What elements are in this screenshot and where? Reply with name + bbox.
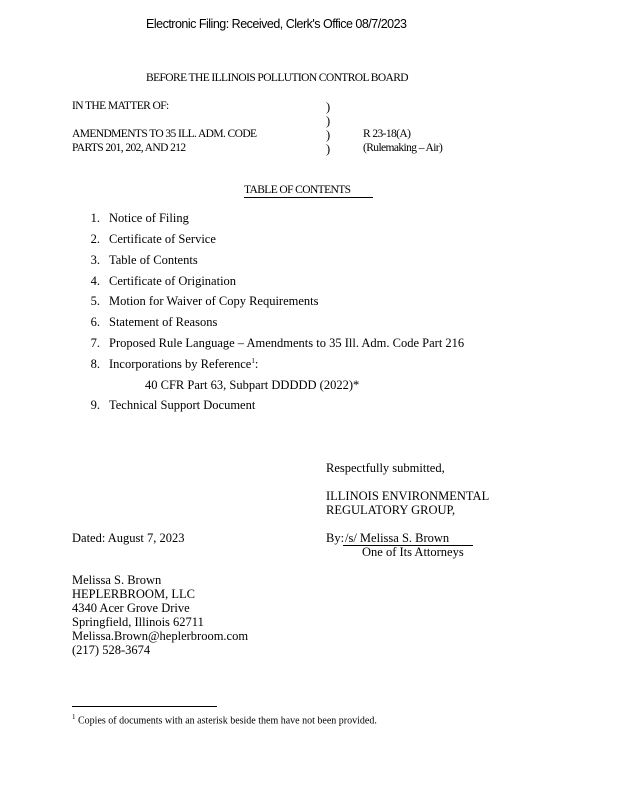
- list-item: 4. Certificate of Origination: [90, 274, 237, 288]
- caption-paren: ): [326, 100, 331, 114]
- matter-label: IN THE MATTER OF:: [72, 100, 169, 112]
- docket-number: R 23-18(A): [363, 128, 411, 140]
- toc-title-underline: [244, 197, 373, 198]
- caption-paren: ): [326, 142, 331, 156]
- toc-title: TABLE OF CONTENTS: [244, 184, 351, 196]
- footnote: $^1$ Copies of documents with an asterisk beside them have not been provided.: [72, 713, 377, 727]
- caption-paren: ): [326, 128, 331, 142]
- list-item: 7. Proposed Rule Language – Amendments to 35 Ill. Adm. Code Part 216: [90, 336, 465, 350]
- org-name-line-1: ILLINOIS ENVIRONMENTAL: [326, 489, 490, 503]
- footnote-separator: [72, 706, 217, 707]
- contact-name: Melissa S. Brown: [72, 573, 162, 587]
- attorneys-label: One of Its Attorneys: [362, 545, 464, 559]
- respectfully-submitted: Respectfully submitted,: [326, 461, 445, 475]
- list-item: 9. Technical Support Document: [90, 398, 256, 412]
- board-heading: BEFORE THE ILLINOIS POLLUTION CONTROL BOARD: [146, 72, 409, 84]
- contact-phone: (217) 528-3674: [72, 643, 151, 657]
- contact-email: Melissa.Brown@heplerbroom.com: [72, 629, 249, 643]
- amendment-line-1: AMENDMENTS TO 35 ILL. ADM. CODE: [72, 128, 257, 140]
- list-item: 1. Notice of Filing: [90, 211, 189, 225]
- contact-firm: HEPLERBROOM, LLC: [72, 587, 195, 601]
- signature-text: /s/ Melissa S. Brown: [345, 531, 450, 545]
- filing-stamp: Electronic Filing: Received, Clerk's Office 08/7/2023: [146, 17, 407, 31]
- footnote-mark: 1: [72, 713, 76, 721]
- caption-paren: ): [326, 114, 331, 128]
- by-label: By:: [326, 531, 345, 545]
- list-item: 5. Motion for Waiver of Copy Requirements: [90, 294, 319, 308]
- list-item: 8. Incorporations by Reference$^1$:: [90, 357, 259, 372]
- rulemaking-type: (Rulemaking – Air): [363, 142, 443, 154]
- amendment-line-2: PARTS 201, 202, AND 212: [72, 142, 186, 154]
- contact-city: Springfield, Illinois 62711: [72, 615, 204, 629]
- list-item: 6. Statement of Reasons: [90, 315, 218, 329]
- org-name-line-2: REGULATORY GROUP,: [326, 503, 456, 517]
- contact-street: 4340 Acer Grove Drive: [72, 601, 190, 615]
- toc-sub-item: 40 CFR Part 63, Subpart DDDDD (2022)*: [145, 378, 360, 392]
- footnote-ref: 1: [251, 357, 255, 365]
- list-item: 2. Certificate of Service: [90, 232, 216, 246]
- dated-line: Dated: August 7, 2023: [72, 531, 185, 545]
- list-item: 3. Table of Contents: [90, 253, 198, 267]
